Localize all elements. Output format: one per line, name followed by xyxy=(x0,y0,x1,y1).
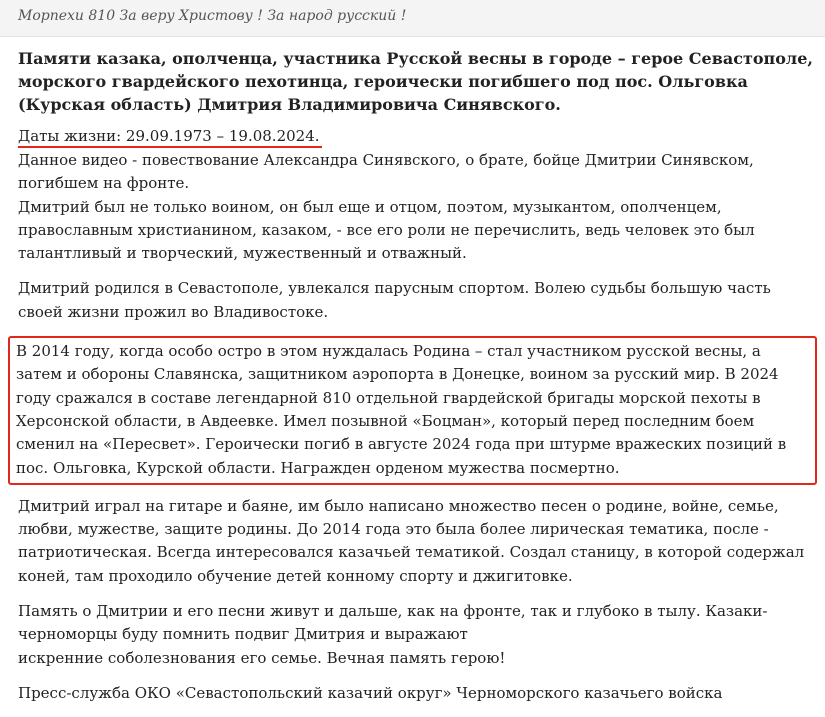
site-slogan: Морпехи 810 За веру Христову ! За народ русский ! xyxy=(18,8,407,24)
paragraph-memory-line: искренние соболезнования его семье. Вечная память герою! xyxy=(18,648,506,667)
article-body xyxy=(18,47,818,717)
paragraph-intro xyxy=(18,149,818,265)
paragraph-music: Дмитрий играл на гитаре и баяне, им было написано множество песен о родине, войне, семье, любви, мужестве, защите родины. До 2014 года это была более лирическая тематика, после - патриотическая. Всегда интересовался казачьей тематикой. Создал станицу, в которой содержал коней, там проходило обучение детей конному спорту и джигитовке. xyxy=(18,496,805,585)
article-title: Памяти казака, ополченца, участника Русской весны в городе – герое Севастополе, морского гвардейского пехотинца, героически погибшего под пос. Ольговка (Курская область) Дмитрия Владимировича Синявского. xyxy=(18,49,813,114)
paragraph-biography: Дмитрий родился в Севастополе, увлекался парусным спортом. Волею судьбы большую часть своей жизни прожил во Владивостоке. xyxy=(18,279,771,321)
paragraph-memory xyxy=(18,600,818,670)
life-dates: Даты жизни: 29.09.1973 – 19.08.2024. xyxy=(18,126,322,148)
paragraph-intro-line: Дмитрий был не только воином, он был еще и отцом, поэтом, музыкантом, ополченцем, православным христианином, казаком, - все его роли не перечислить, ведь человек это был талантливый и творческий, мужественный и отважный. xyxy=(18,197,755,263)
paragraph-intro-line: Данное видео - повествование Александра Синявского, о брате, бойце Дмитрии Синявском, погибшем на фронте. xyxy=(18,151,754,193)
site-header xyxy=(0,0,825,37)
paragraph-memory-line: Память о Дмитрии и его песни живут и дальше, как на фронте, так и глубоко в тылу. Казаки-черноморцы буду помнить подвиг Дмитрия и выражают xyxy=(18,602,768,644)
highlighted-paragraph-service: В 2014 году, когда особо остро в этом нуждалась Родина – стал участником русской весны, а затем и обороны Славянска, защитником аэропорта в Донецке, воином за русский мир. В 2024 году сражался в составе легендарной 810 отдельной гвардейской бригады морской пехоты в Херсонской области, в Авдеевке. Имел позывной «Боцман», который перед последним боем сменил на «Пересвет». Героически погиб в августе 2024 года при штурме вражеских позиций в пос. Ольговка, Курской области. Награжден орденом мужества посмертно. xyxy=(8,336,817,485)
press-service-signature: Пресс-служба ОКО «Севастопольский казачий округ» Черноморского казачьего войска xyxy=(18,683,723,702)
